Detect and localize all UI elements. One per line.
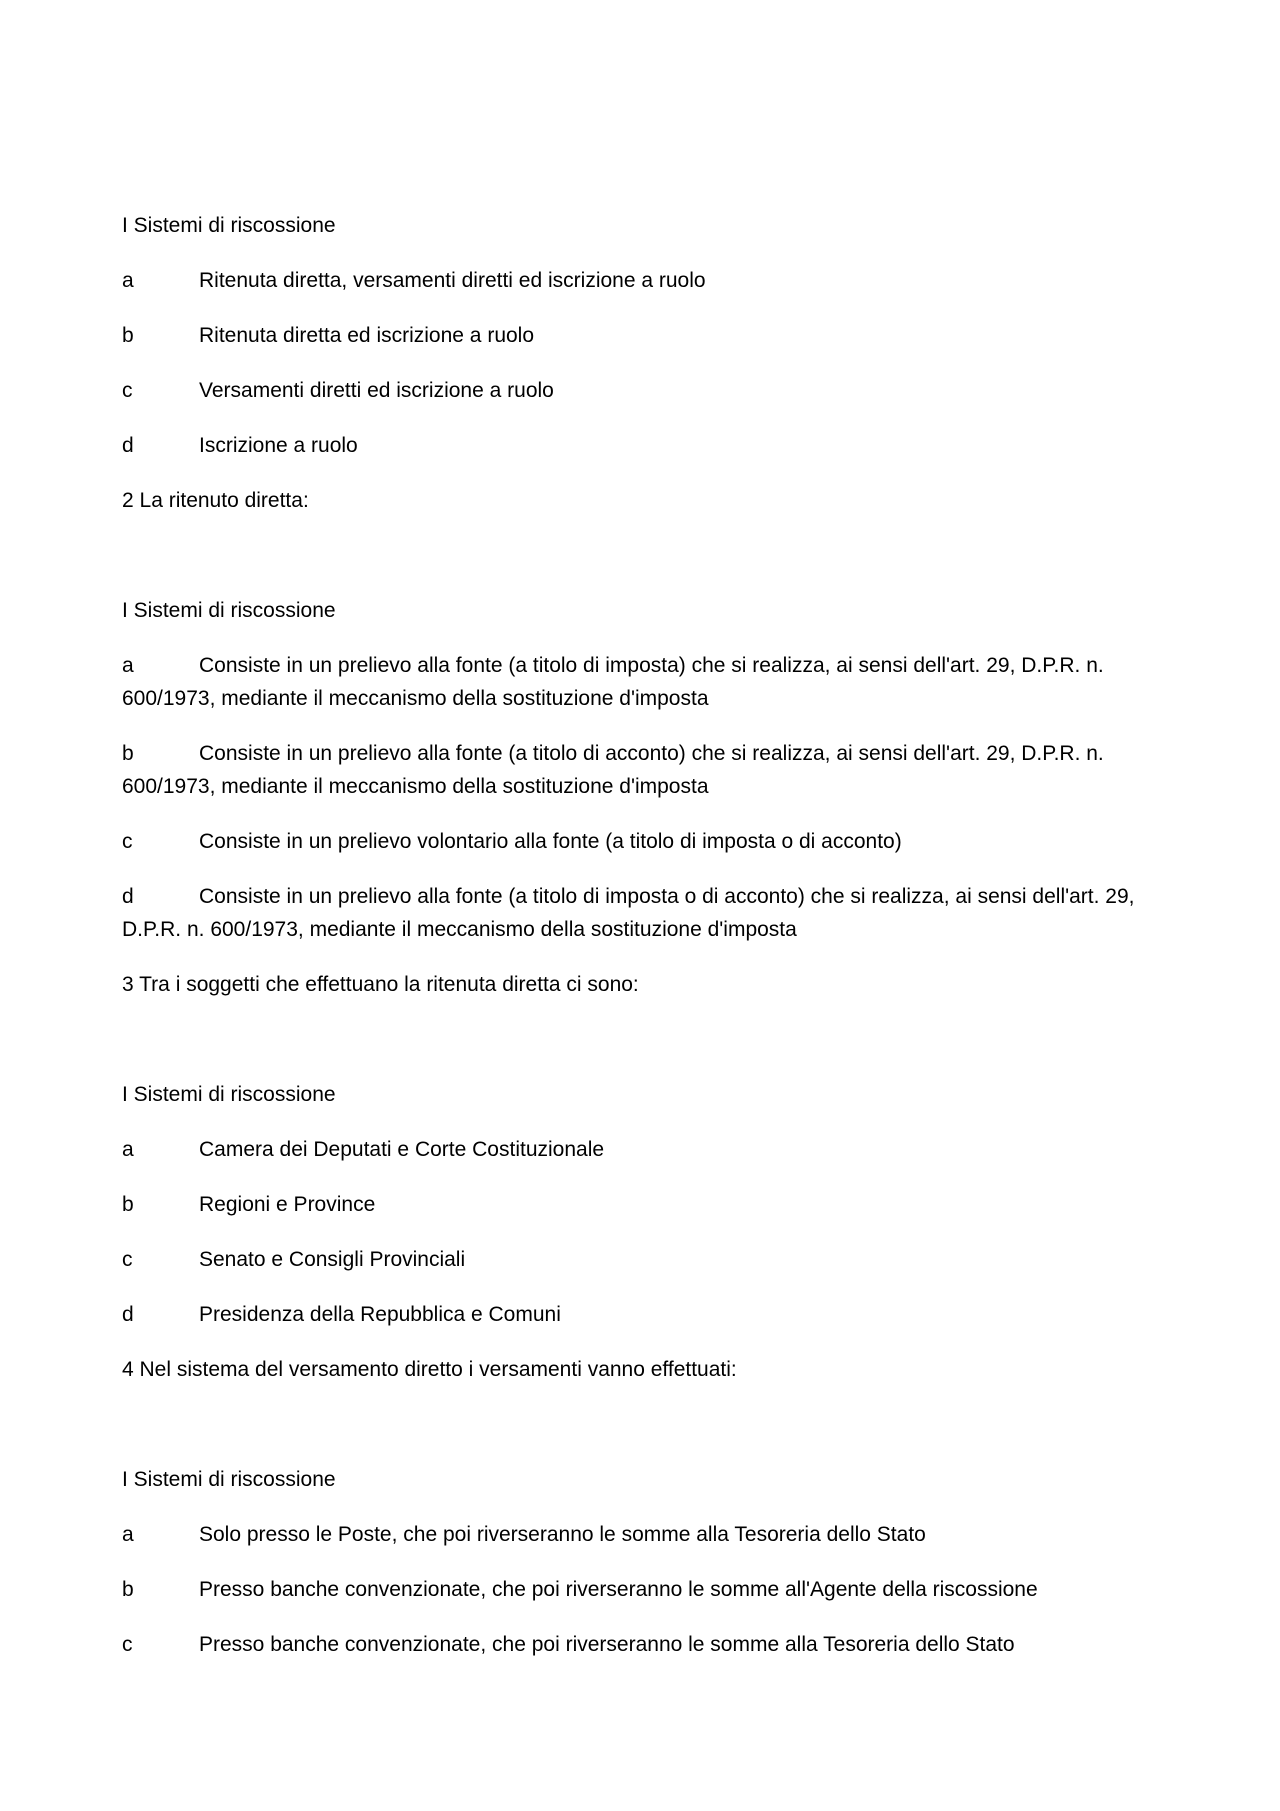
option-letter: c [122,379,133,402]
option-text: Consiste in un prelievo alla fonte (a titolo di imposta) che si realizza, ai sensi dell'art. 29, D.P.R. n. 600/1973, mediante il meccanismo della sostituzione d'imposta [122,654,1104,710]
option-text: Regioni e Province [199,1193,376,1216]
option-text: Senato e Consigli Provinciali [199,1248,466,1271]
question-text: 3 Tra i soggetti che effettuano la ritenuta diretta ci sono: [122,973,639,996]
option-text: Presso banche convenzionate, che poi riverseranno le somme alla Tesoreria dello Stato [199,1633,1015,1656]
option-text: Consiste in un prelievo alla fonte (a titolo di acconto) che si realizza, ai sensi dell'art. 29, D.P.R. n. 600/1973, mediante il meccanismo della sostituzione d'imposta [122,742,1104,798]
option-text: Versamenti diretti ed iscrizione a ruolo [199,379,554,402]
option-text: Iscrizione a ruolo [199,434,358,457]
option-letter: c [122,830,133,853]
spacer [122,1023,1142,1078]
answer-option-d [122,429,1142,462]
option-letter: b [122,1578,134,1601]
option-letter: d [122,1303,134,1326]
question-text: 4 Nel sistema del versamento diretto i versamenti vanno effettuati: [122,1358,737,1381]
answer-option-a [122,264,1142,297]
answer-option-b [122,1188,1142,1221]
option-text: Presso banche convenzionate, che poi riverseranno le somme all'Agente della riscossione [199,1578,1038,1601]
spacer [122,539,1142,594]
option-text: Presidenza della Repubblica e Comuni [199,1303,561,1326]
answer-option-a [122,649,1142,715]
answer-option-d [122,1298,1142,1331]
answer-option-d [122,880,1142,946]
answer-option-a [122,1133,1142,1166]
section-header: I Sistemi di riscossione [122,1083,336,1106]
answer-option-c [122,1243,1142,1276]
document-body [122,209,1142,1683]
answer-option-c [122,1628,1142,1661]
option-text: Consiste in un prelievo alla fonte (a titolo di imposta o di acconto) che si realizza, ai sensi dell'art. 29, D.P.R. n. 600/1973, mediante il meccanismo della sostituzione d'imposta [122,885,1135,941]
option-text: Ritenuta diretta ed iscrizione a ruolo [199,324,535,347]
question-text: 2 La ritenuto diretta: [122,489,309,512]
option-letter: a [122,1523,134,1546]
section-header: I Sistemi di riscossione [122,1468,336,1491]
option-letter: b [122,1193,134,1216]
option-letter: c [122,1633,133,1656]
option-text: Ritenuta diretta, versamenti diretti ed iscrizione a ruolo [199,269,706,292]
option-letter: d [122,434,134,457]
answer-option-b [122,1573,1142,1606]
option-text: Solo presso le Poste, che poi riverseranno le somme alla Tesoreria dello Stato [199,1523,926,1546]
answer-option-b [122,737,1142,803]
option-letter: c [122,1248,133,1271]
option-letter: a [122,1138,134,1161]
option-letter: b [122,742,134,765]
answer-option-c [122,374,1142,407]
spacer [122,1408,1142,1463]
option-text: Camera dei Deputati e Corte Costituzionale [199,1138,605,1161]
section-header: I Sistemi di riscossione [122,214,336,237]
option-letter: a [122,269,134,292]
answer-option-a [122,1518,1142,1551]
option-letter: a [122,654,134,677]
option-letter: d [122,885,134,908]
section-header: I Sistemi di riscossione [122,599,336,622]
option-letter: b [122,324,134,347]
answer-option-c [122,825,1142,858]
answer-option-b [122,319,1142,352]
option-text: Consiste in un prelievo volontario alla fonte (a titolo di imposta o di acconto) [199,830,902,853]
